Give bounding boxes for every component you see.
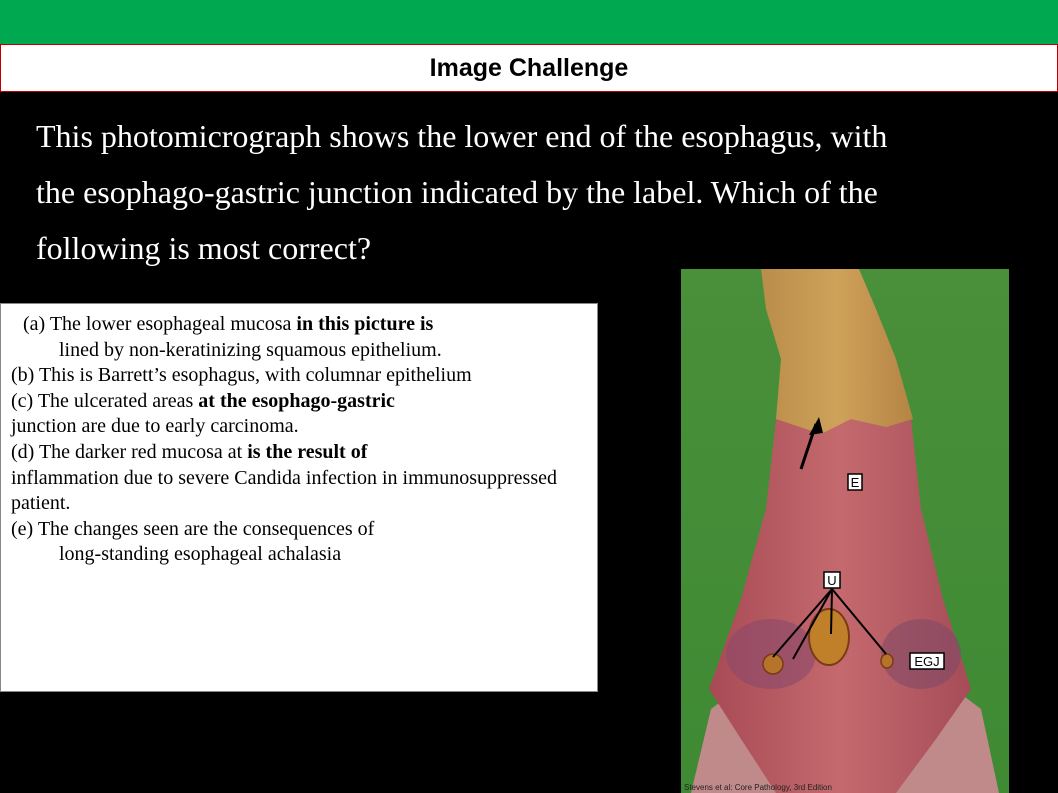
option-d-continued[interactable]: inflammation due to severe Candida infection in immunosuppressed patient. xyxy=(11,466,557,515)
label-egj: EGJ xyxy=(914,654,940,669)
option-e[interactable]: (e) The changes seen are the consequences of xyxy=(11,517,375,540)
top-green-band xyxy=(0,0,1058,44)
option-a[interactable] xyxy=(11,312,597,338)
header-bar xyxy=(0,44,1058,92)
option-a-bold: in this picture is xyxy=(296,313,434,335)
answer-options-box xyxy=(0,303,598,692)
option-a-text: (a) The lower esophageal mucosa xyxy=(23,313,297,335)
ulcer-large xyxy=(809,609,849,665)
option-c-bold: at the esophago-gastric xyxy=(198,389,395,412)
label-u: U xyxy=(827,573,837,588)
question-text: This photomicrograph shows the lower end of the esophagus, with the esophago-gastric junction indicated by the label. Which of the following is most correct? xyxy=(36,118,888,266)
option-d-text: (d) The darker red mucosa at xyxy=(11,440,248,463)
option-d-bold: is the result of xyxy=(247,440,368,463)
figure-caption: Stevens et al: Core Pathology, 3rd Edition xyxy=(684,783,832,792)
pointer-u-3 xyxy=(831,589,832,634)
option-b[interactable]: (b) This is Barrett’s esophagus, with columnar epithelium xyxy=(11,364,472,387)
page-title: Image Challenge xyxy=(429,53,629,82)
esophagus-specimen-photo xyxy=(681,269,1009,793)
option-e-continued[interactable]: long-standing esophageal achalasia xyxy=(59,543,342,566)
option-d[interactable] xyxy=(11,440,597,466)
option-c-continued[interactable]: junction are due to early carcinoma. xyxy=(11,415,299,438)
option-a-continued[interactable]: lined by non-keratinizing squamous epithelium. xyxy=(59,338,442,361)
option-c-text: (c) The ulcerated areas xyxy=(11,389,199,412)
specimen-illustration xyxy=(681,269,1009,793)
label-e: E xyxy=(850,475,860,490)
option-c[interactable] xyxy=(11,389,597,415)
ulcer-right xyxy=(881,654,893,668)
